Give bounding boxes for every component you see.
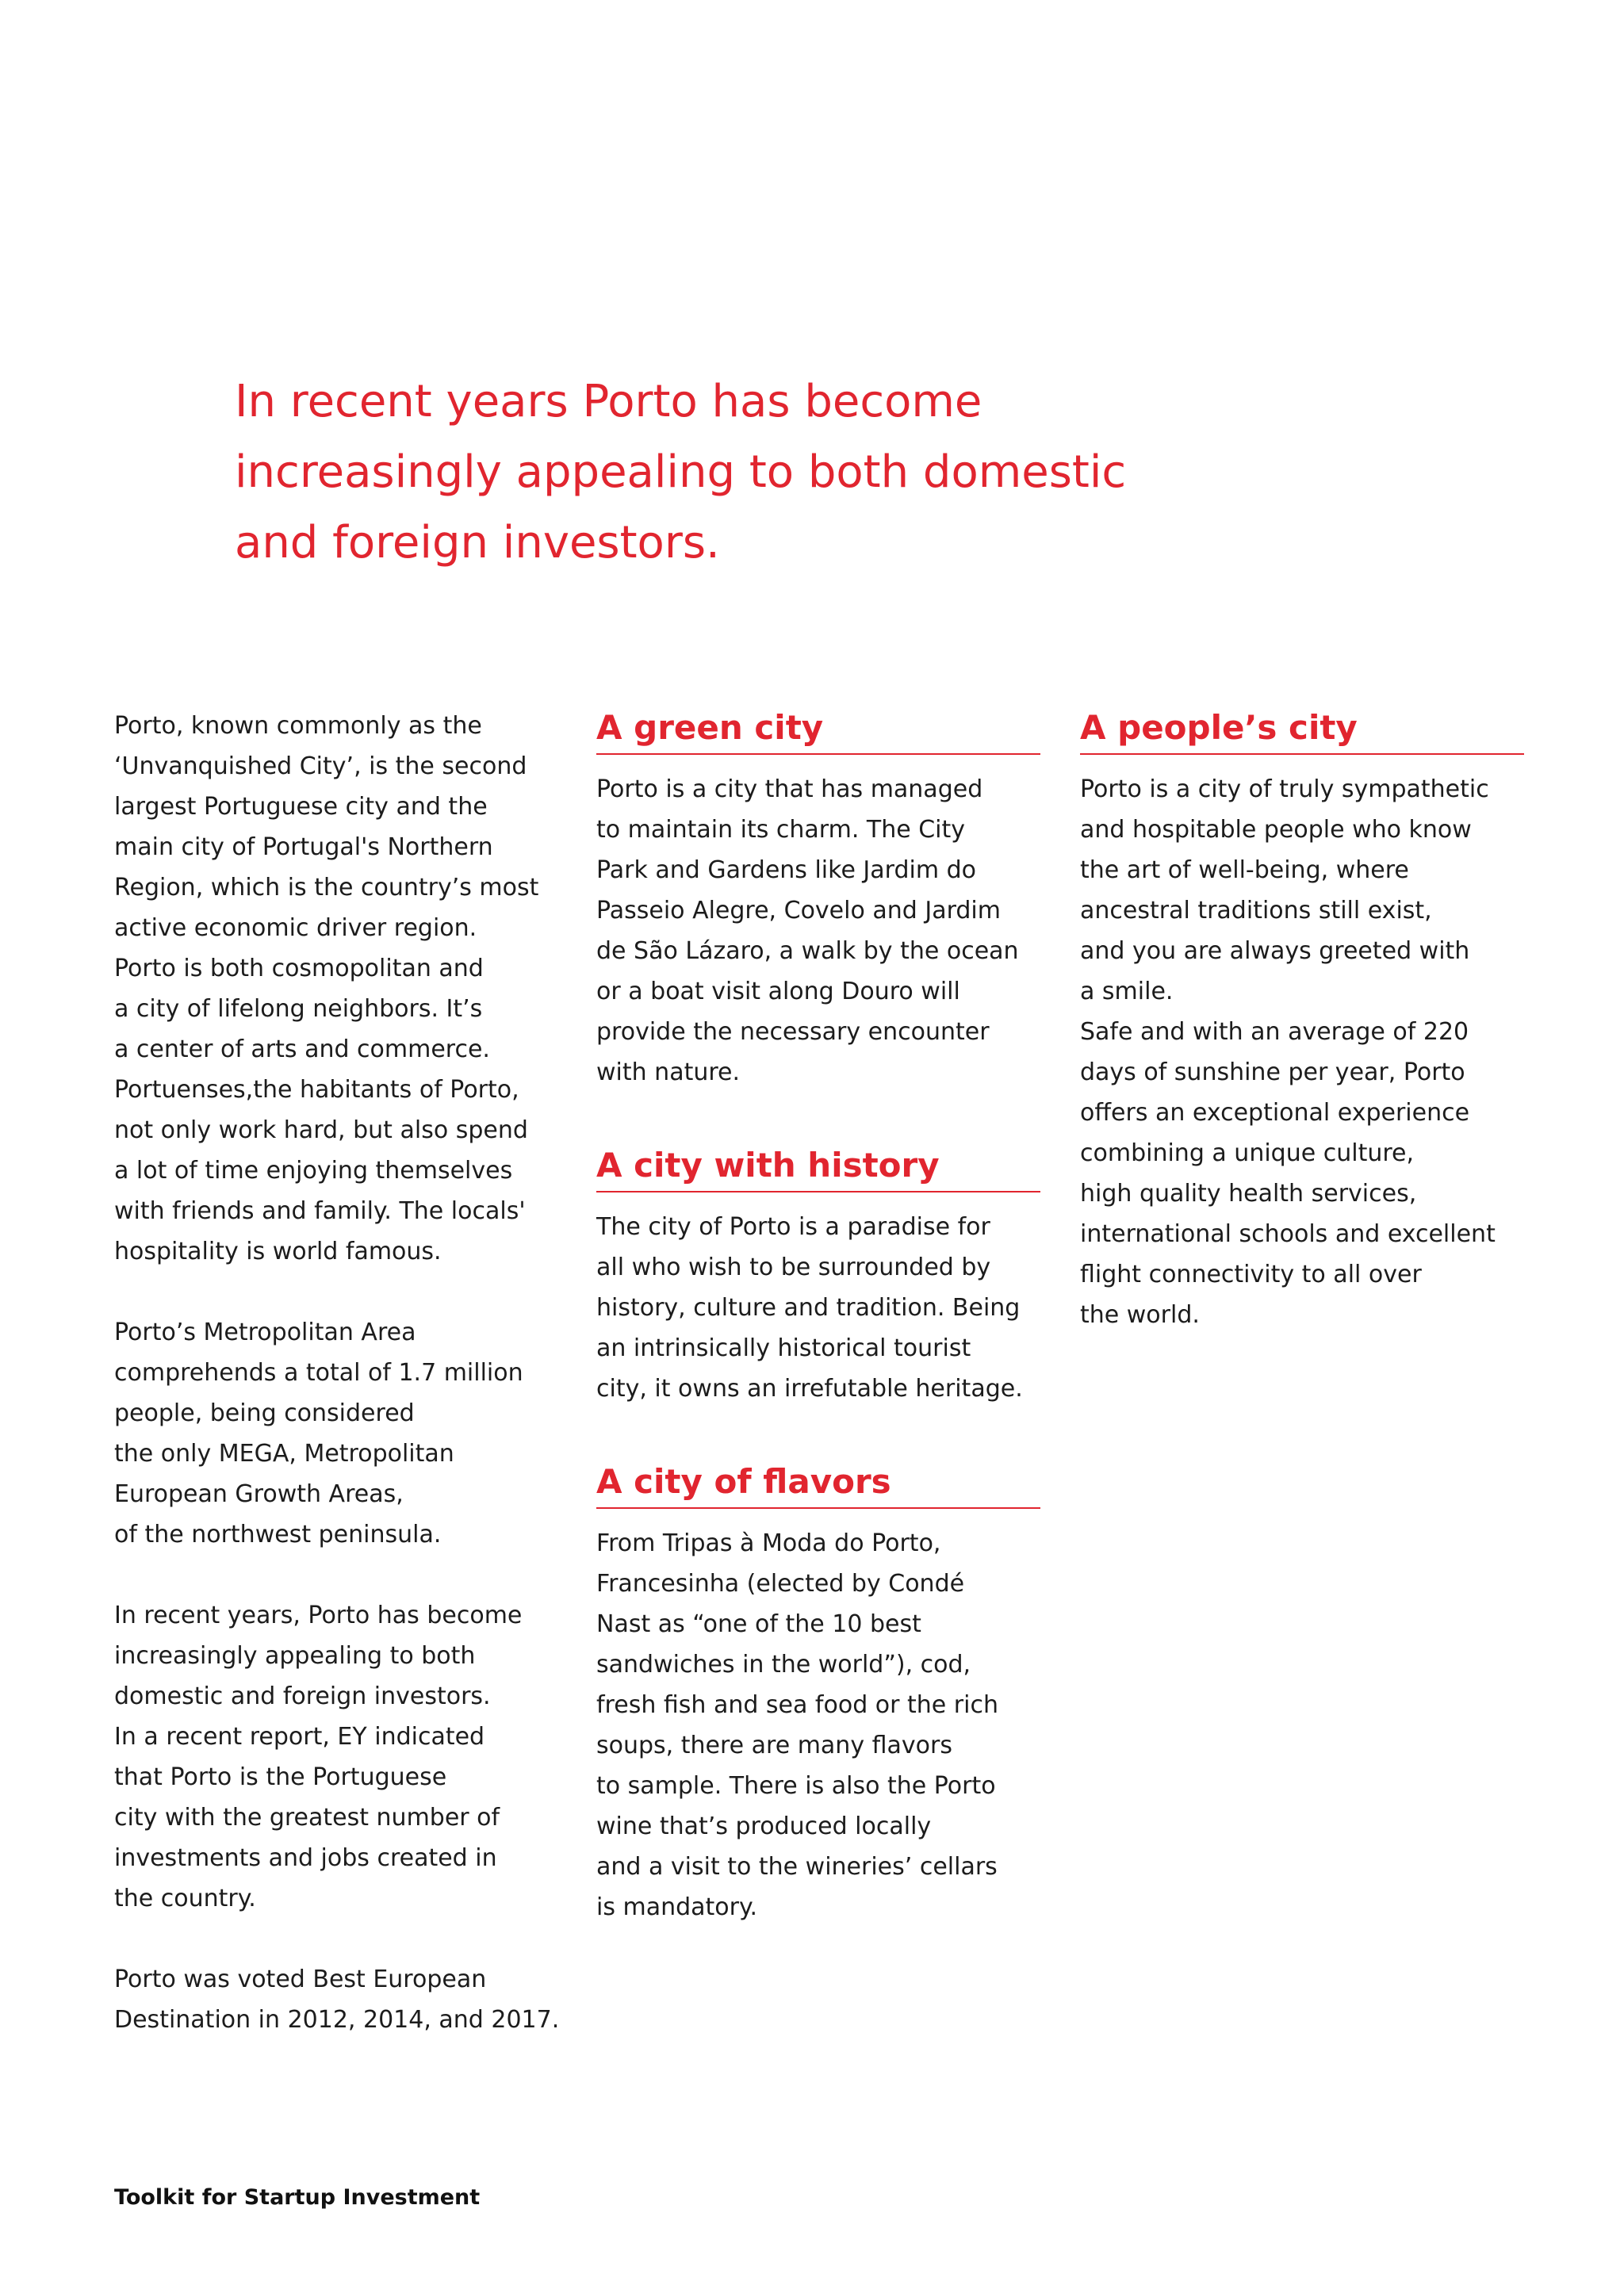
text-line: or a boat visit along Douro will — [596, 978, 960, 1005]
right-column — [1080, 706, 1524, 1335]
section-title: A city of flavors — [596, 1460, 1040, 1509]
text-line: and hospitable people who know — [1080, 816, 1472, 844]
headline-line: In recent years Porto has become — [235, 376, 982, 427]
text-line: Safe and with an average of 220 — [1080, 1018, 1469, 1046]
text-line: ancestral traditions still exist, — [1080, 897, 1432, 924]
text-line: Nast as “one of the 10 best — [596, 1610, 921, 1638]
text-line: main city of Portugal's Northern — [114, 833, 493, 861]
text-line: an intrinsically historical tourist — [596, 1334, 971, 1362]
text-line: Porto’s Metropolitan Area — [114, 1319, 416, 1346]
text-line: city, it owns an irrefutable heritage. — [596, 1375, 1023, 1403]
text-line: European Growth Areas, — [114, 1480, 404, 1508]
text-line: a lot of time enjoying themselves — [114, 1157, 513, 1185]
text-line: offers an exceptional experience — [1080, 1099, 1470, 1127]
text-line: days of sunshine per year, Porto — [1080, 1058, 1465, 1086]
text-line: to maintain its charm. The City — [596, 816, 966, 844]
text-line: Portuenses,the habitants of Porto, — [114, 1076, 519, 1104]
text-line: combining a unique culture, — [1080, 1139, 1415, 1167]
text-line: not only work hard, but also spend — [114, 1116, 528, 1144]
section-body — [596, 769, 1040, 1093]
footer-title: Toolkit for Startup Investment — [114, 2185, 481, 2210]
text-line: with friends and family. The locals' — [114, 1197, 526, 1225]
text-line: In a recent report, EY indicated — [114, 1723, 485, 1751]
text-line: flight connectivity to all over — [1080, 1261, 1422, 1288]
page-headline — [235, 366, 1266, 578]
text-line: all who wish to be surrounded by — [596, 1254, 991, 1281]
text-line: a center of arts and commerce. — [114, 1035, 490, 1063]
section-title: A green city — [596, 706, 1040, 755]
text-line: fresh fish and sea food or the rich — [596, 1691, 998, 1719]
text-line: Porto is both cosmopolitan and — [114, 955, 484, 982]
text-line: and you are always greeted with — [1080, 937, 1470, 965]
text-line: international schools and excellent — [1080, 1220, 1496, 1248]
section-body — [596, 1207, 1040, 1409]
section-body — [1080, 769, 1524, 1335]
paragraph-gap — [114, 1919, 558, 1959]
text-line: In recent years, Porto has become — [114, 1602, 523, 1629]
flavors-section — [596, 1460, 1040, 1927]
text-line: Passeio Alegre, Covelo and Jardim — [596, 897, 1001, 924]
text-line: comprehends a total of 1.7 million — [114, 1359, 523, 1387]
text-line: largest Portuguese city and the — [114, 793, 488, 821]
text-line: is mandatory. — [596, 1893, 758, 1921]
text-line: history, culture and tradition. Being — [596, 1294, 1021, 1322]
intro-paragraph — [114, 706, 558, 1272]
text-line: the country. — [114, 1885, 256, 1912]
history-section — [596, 1143, 1040, 1409]
text-line: the world. — [1080, 1301, 1200, 1329]
text-line: Destination in 2012, 2014, and 2017. — [114, 2006, 560, 2034]
text-line: to sample. There is also the Porto — [596, 1772, 996, 1800]
text-line: Francesinha (elected by Condé — [596, 1570, 965, 1598]
text-line: with nature. — [596, 1058, 741, 1086]
text-line: a city of lifelong neighbors. It’s — [114, 995, 483, 1023]
text-line: city with the greatest number of — [114, 1804, 500, 1832]
text-line: and a visit to the wineries’ cellars — [596, 1853, 998, 1881]
text-line: of the northwest peninsula. — [114, 1521, 442, 1548]
text-line: increasingly appealing to both — [114, 1642, 476, 1670]
headline-line: increasingly appealing to both domestic — [235, 446, 1127, 498]
text-line: provide the necessary encounter — [596, 1018, 990, 1046]
middle-column — [596, 706, 1040, 1927]
text-line: Porto is a city of truly sympathetic — [1080, 775, 1489, 803]
text-line: Region, which is the country’s most — [114, 874, 539, 902]
text-line: Park and Gardens like Jardim do — [596, 856, 977, 884]
best-destination-paragraph — [114, 1959, 558, 2040]
text-line: Porto is a city that has managed — [596, 775, 983, 803]
text-line: domestic and foreign investors. — [114, 1682, 491, 1710]
text-line: soups, there are many flavors — [596, 1732, 952, 1759]
text-line: Porto was voted Best European — [114, 1966, 487, 1993]
text-line: From Tripas à Moda do Porto, — [596, 1529, 941, 1557]
text-line: a smile. — [1080, 978, 1174, 1005]
headline-line: and foreign investors. — [235, 517, 720, 568]
text-line: investments and jobs created in — [114, 1844, 497, 1872]
text-line: people, being considered — [114, 1399, 415, 1427]
left-column — [114, 706, 558, 2040]
text-line: sandwiches in the world”), cod, — [596, 1651, 971, 1679]
text-line: Porto, known commonly as the — [114, 712, 482, 740]
text-line: The city of Porto is a paradise for — [596, 1213, 990, 1241]
peoples-city-section — [1080, 706, 1524, 1335]
green-city-section — [596, 706, 1040, 1093]
paragraph-gap — [114, 1555, 558, 1595]
text-line: hospitality is world famous. — [114, 1238, 442, 1265]
paragraph-gap — [114, 1272, 558, 1312]
text-line: active economic driver region. — [114, 914, 477, 942]
text-line: ‘Unvanquished City’, is the second — [114, 752, 527, 780]
metro-area-paragraph — [114, 1312, 558, 1555]
text-line: the only MEGA, Metropolitan — [114, 1440, 454, 1468]
text-line: wine that’s produced locally — [596, 1813, 932, 1840]
text-line: de São Lázaro, a walk by the ocean — [596, 937, 1019, 965]
section-title: A city with history — [596, 1143, 1040, 1192]
investors-paragraph — [114, 1595, 558, 1919]
text-line: the art of well-being, where — [1080, 856, 1409, 884]
section-title: A people’s city — [1080, 706, 1524, 755]
text-line: that Porto is the Portuguese — [114, 1763, 447, 1791]
text-line: high quality health services, — [1080, 1180, 1417, 1208]
section-body — [596, 1523, 1040, 1927]
